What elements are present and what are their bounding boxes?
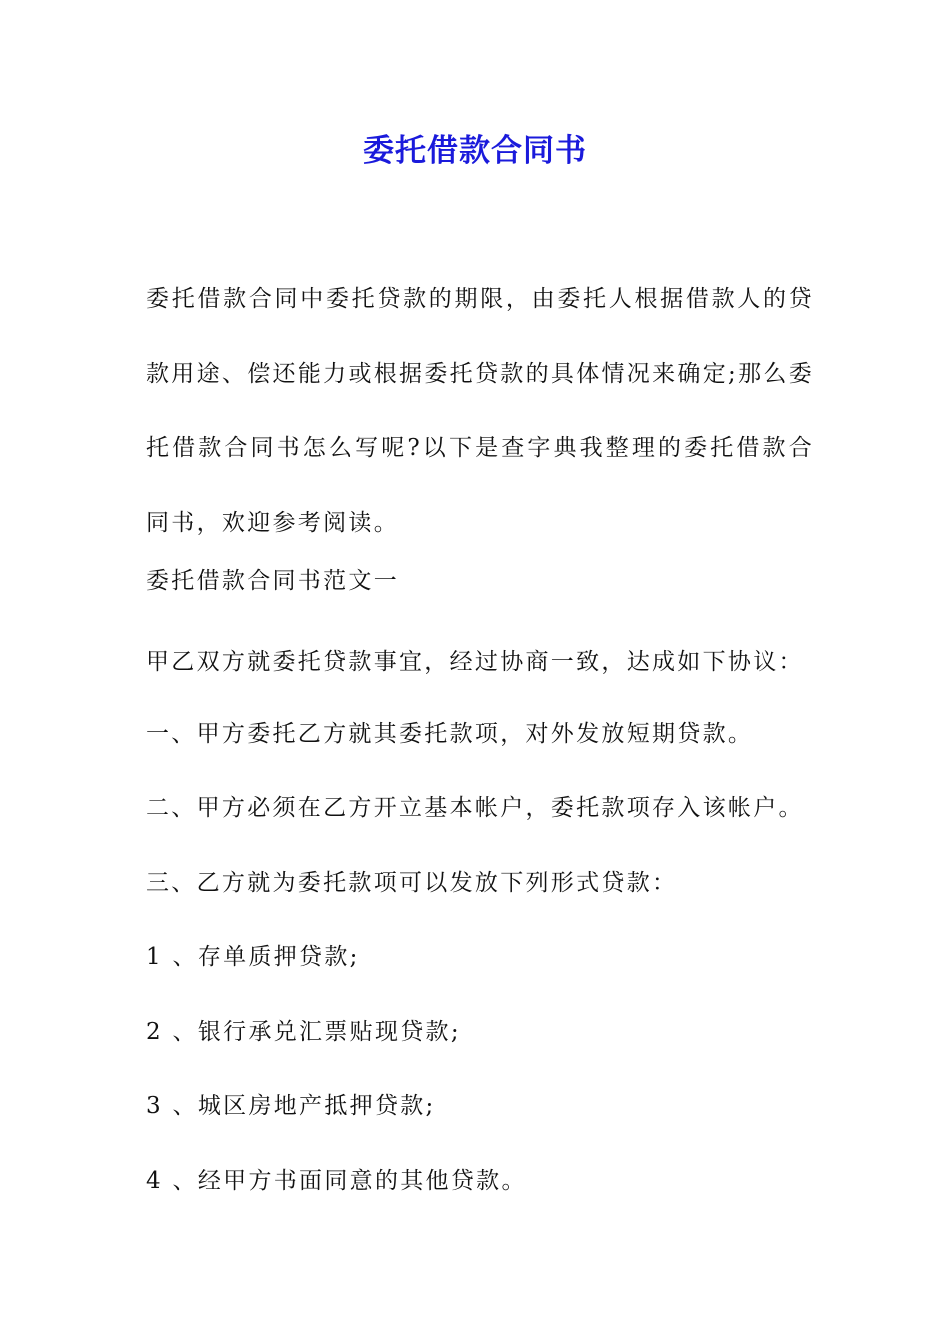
list-item-4: 4 、经甲方书面同意的其他贷款。: [146, 1168, 527, 1194]
clause-3: 三、乙方就为委托款项可以发放下列形式贷款：: [146, 870, 678, 896]
clause-1: 一、甲方委托乙方就其委托款项，对外发放短期贷款。: [146, 721, 754, 747]
intro-paragraph: 委托借款合同中委托贷款的期限，由委托人根据借款人的贷款用途、偿还能力或根据委托贷款的具体情况来确定;那么委托借款合同书怎么写呢?以下是查字典我整理的委托借款合同书，欢迎参考阅读。: [146, 286, 814, 536]
document-title: 委托借款合同书: [363, 133, 587, 169]
clause-2: 二、甲方必须在乙方开立基本帐户，委托款项存入该帐户。: [146, 795, 804, 821]
list-item-1: 1 、存单质押贷款;: [146, 944, 360, 970]
list-item-2: 2 、银行承兑汇票贴现贷款;: [146, 1019, 461, 1045]
paragraph-agreement: 甲乙双方就委托贷款事宜，经过协商一致，达成如下协议：: [146, 649, 804, 675]
list-item-3: 3 、城区房地产抵押贷款;: [146, 1093, 436, 1119]
section-heading: 委托借款合同书范文一: [146, 568, 399, 594]
